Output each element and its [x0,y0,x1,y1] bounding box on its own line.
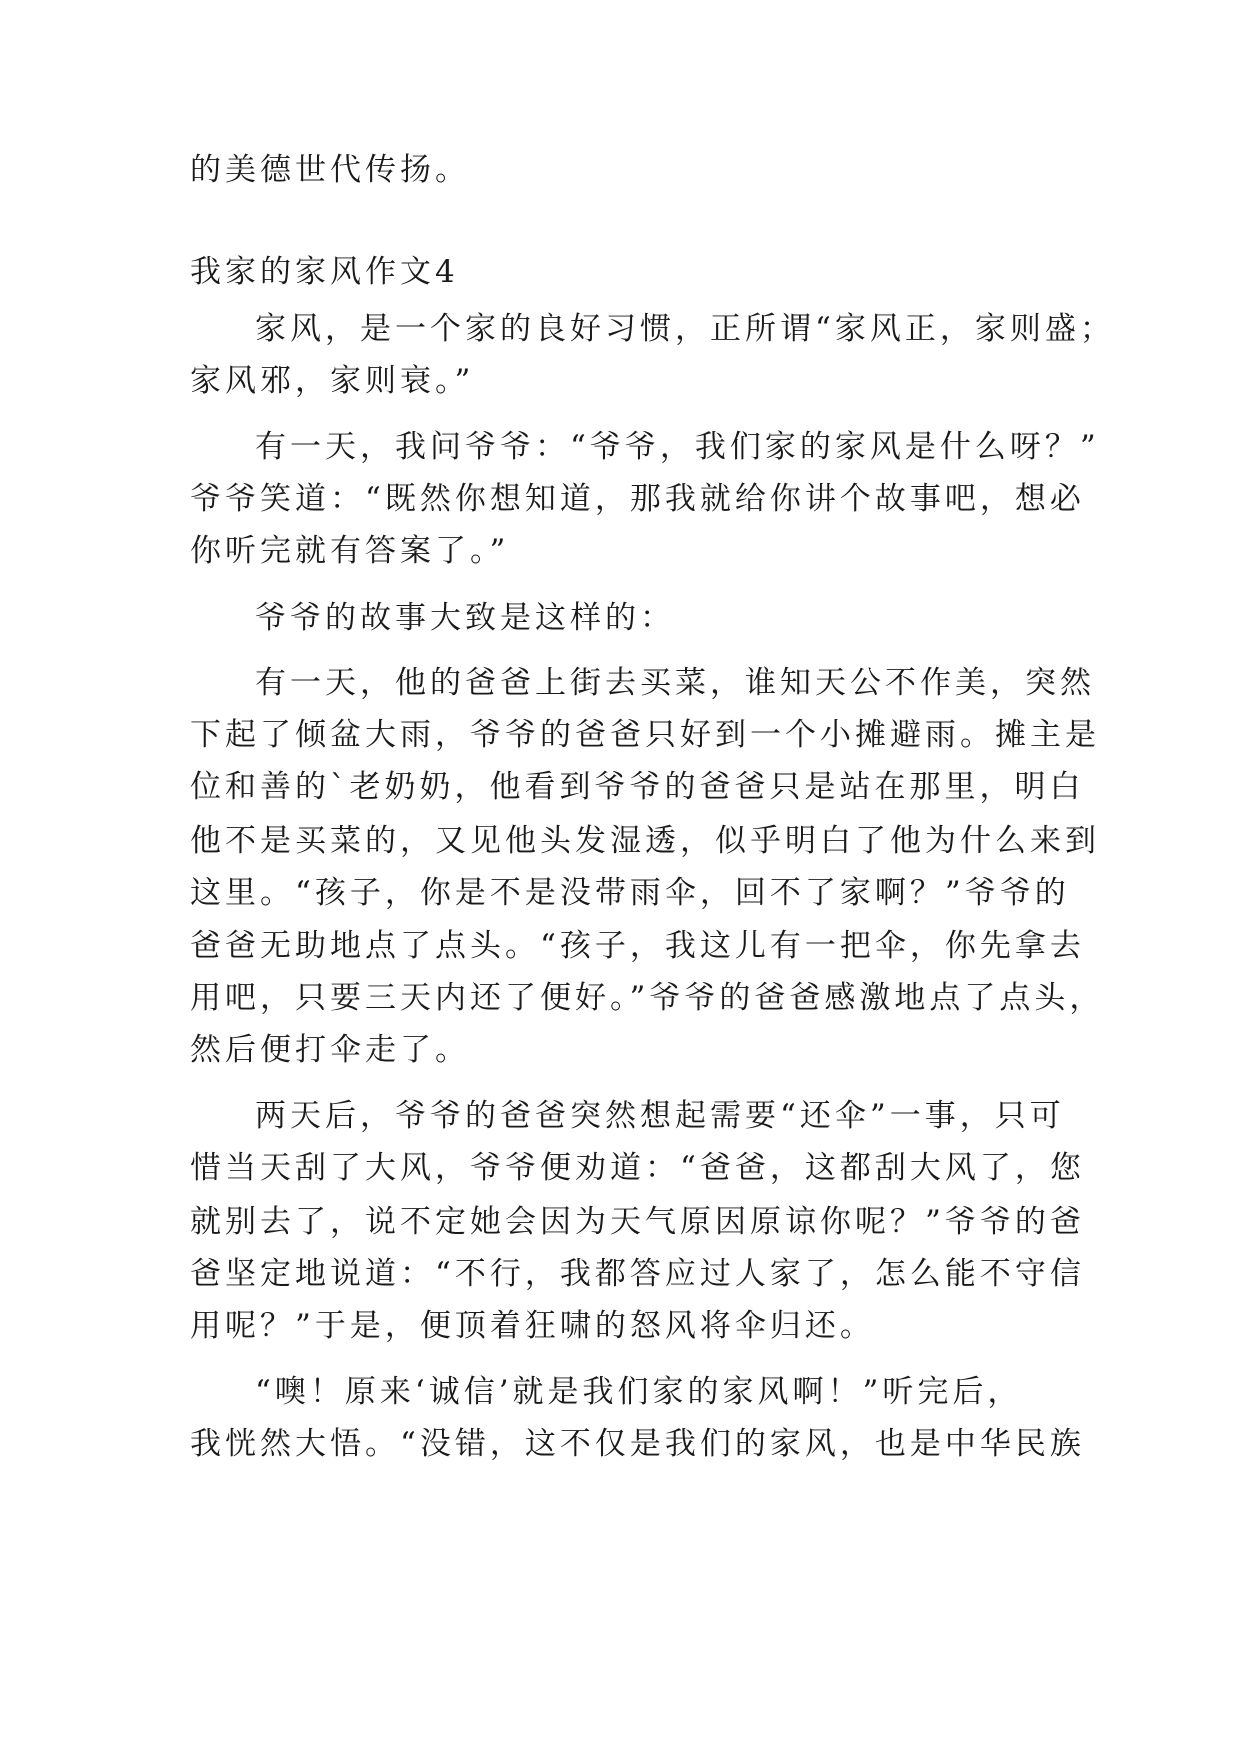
paragraph-line: 有一天，他的爸爸上街去买菜，谁知天公不作美，突然 [255,665,1095,701]
paragraph-line: 就别去了，说不定她会因为天气原因原谅你呢？”爷爷的爸 [190,1204,1085,1240]
paragraph-line: “噢！原来‘诚信’就是我们家的家风啊！”听完后， [255,1374,1023,1410]
paragraph-line: 这里。“孩子，你是不是没带雨伞，回不了家啊？”爷爷的 [190,875,1070,911]
paragraph-line: 惜当天刮了大风，爷爷便劝道：“爸爸，这都刮大风了，您 [190,1150,1085,1186]
paragraph-line: 爸坚定地说道：“不行，我都答应过人家了，怎么能不守信 [190,1256,1085,1292]
text-line-continuation: 的美德世代传扬。 [190,152,470,188]
paragraph-line: 他不是买菜的，又见他头发湿透，似乎明白了他为什么来到 [190,823,1100,859]
paragraph-line: 用呢？”于是，便顶着狂啸的怒风将伞归还。 [190,1308,875,1344]
paragraph-line: 家风邪，家则衰。” [190,363,475,399]
paragraph-line: 你听完就有答案了。” [190,533,510,569]
paragraph-line: 爷爷的故事大致是这样的： [255,600,675,636]
paragraph-line: 有一天，我问爷爷：“爷爷，我们家的家风是什么呀？” [255,429,1100,465]
paragraph-line: 爷爷笑道：“既然你想知道，那我就给你讲个故事吧，想必 [190,481,1085,517]
paragraph-line: 位和善的`老奶奶，他看到爷爷的爸爸只是站在那里，明白 [190,769,1085,805]
paragraph-line: 用吧，只要三天内还了便好。”爷爷的爸爸感激地点了点头， [190,980,1105,1016]
paragraph-line: 两天后，爷爷的爸爸突然想起需要“还伞”一事，只可 [255,1098,1065,1134]
paragraph-line: 爸爸无助地点了点头。“孩子，我这儿有一把伞，你先拿去 [190,928,1085,964]
paragraph-line: 家风，是一个家的良好习惯，正所谓“家风正，家则盛； [255,311,1115,347]
paragraph-line: 下起了倾盆大雨，爷爷的爸爸只好到一个小摊避雨。摊主是 [190,717,1100,753]
paragraph-line: 我恍然大悟。“没错，这不仅是我们的家风，也是中华民族 [190,1426,1085,1462]
section-heading: 我家的家风作文4 [190,254,459,290]
paragraph-line: 然后便打伞走了。 [190,1032,470,1068]
